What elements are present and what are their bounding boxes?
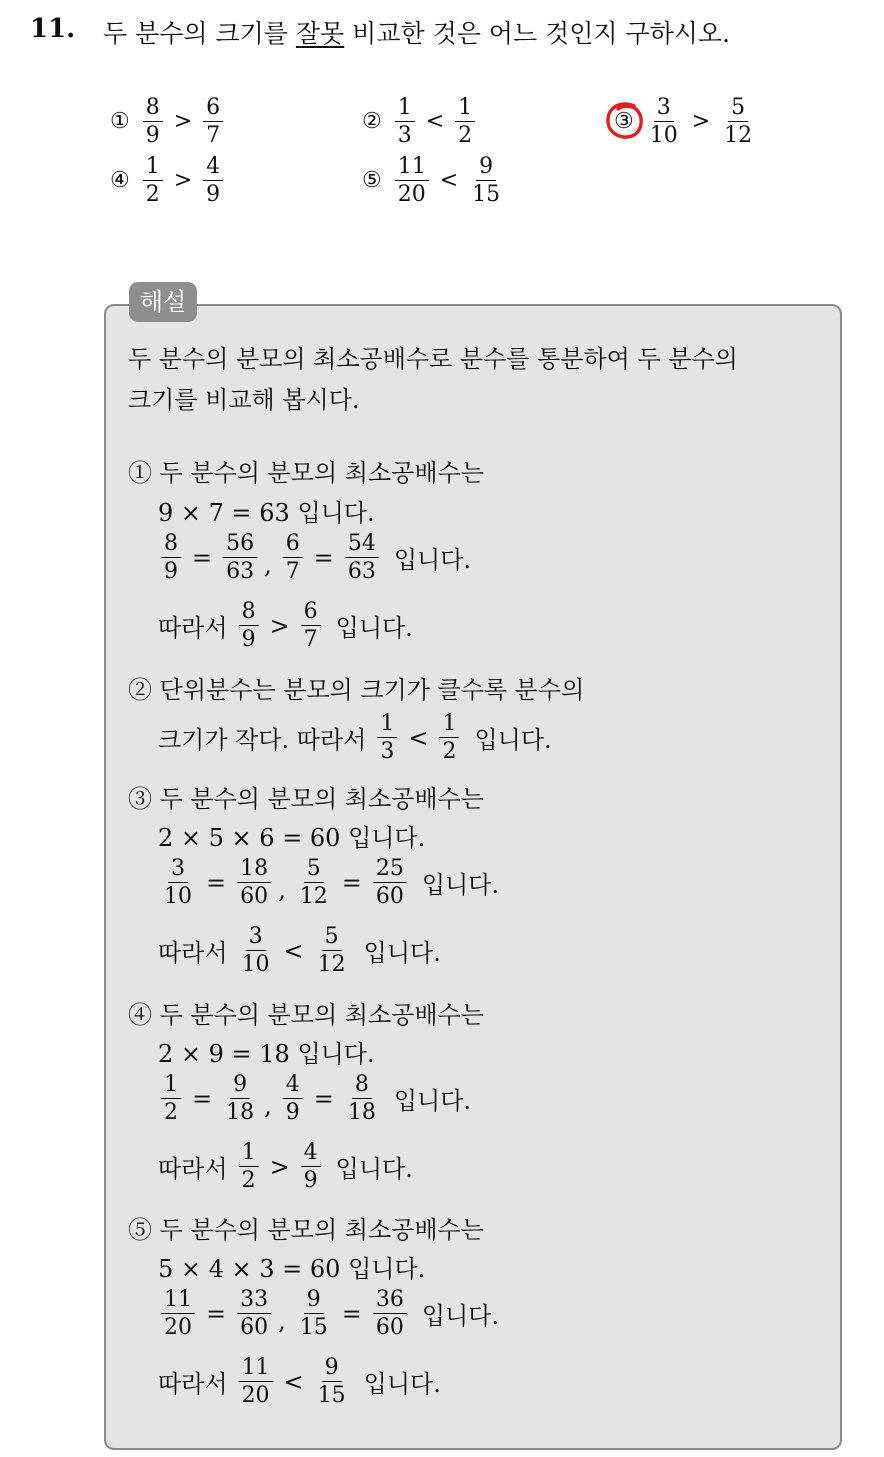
- numerator: 1: [455, 96, 475, 122]
- prefix-text: 따라서: [158, 1370, 228, 1399]
- equals-sign: =: [206, 1299, 227, 1328]
- numerator: 8: [239, 600, 259, 626]
- denominator: 63: [226, 559, 255, 585]
- prefix-text: 따라서: [158, 939, 228, 968]
- numerator: 8: [143, 96, 163, 122]
- denominator: 9: [285, 1100, 300, 1126]
- numerator: 1: [439, 712, 459, 738]
- prefix-text: 따라서: [158, 614, 228, 643]
- case-3-equation: [158, 857, 499, 908]
- numerator: 9: [304, 1288, 324, 1314]
- numerator: 4: [301, 1141, 321, 1167]
- fraction: [377, 712, 397, 763]
- fraction: [237, 1288, 271, 1339]
- denominator: 2: [164, 1100, 178, 1126]
- numerator: 8: [352, 1073, 372, 1099]
- fraction: [301, 1141, 321, 1192]
- denominator: 9: [164, 559, 178, 585]
- denominator: 60: [240, 1315, 269, 1341]
- fraction: [373, 1288, 407, 1339]
- fraction: [469, 155, 503, 206]
- fraction: [143, 96, 163, 147]
- numerator: 1: [377, 712, 397, 738]
- comparison-operator: <: [425, 109, 445, 135]
- comparison-operator: <: [283, 936, 304, 965]
- suffix-text: 입니다.: [363, 939, 441, 968]
- choice-number: ①: [110, 109, 130, 135]
- equals-sign: =: [206, 868, 227, 897]
- comma: ,: [278, 1306, 286, 1335]
- case-3-conclusion: [158, 925, 441, 976]
- fraction: [395, 155, 429, 206]
- numerator: 18: [237, 857, 271, 883]
- choice-number: ③: [614, 109, 634, 135]
- fraction: [223, 532, 257, 583]
- denominator: 60: [240, 884, 269, 910]
- denominator: 60: [375, 884, 404, 910]
- question-text-before: 두 분수의 크기를: [103, 19, 296, 48]
- denominator: 9: [145, 123, 160, 149]
- fraction: [223, 1073, 257, 1124]
- equals-sign: =: [313, 543, 334, 572]
- numerator: 11: [161, 1288, 195, 1314]
- fraction: [283, 532, 303, 583]
- case-5-equation: [158, 1288, 499, 1339]
- fraction: [161, 532, 181, 583]
- denominator: 7: [303, 627, 318, 653]
- denominator: 3: [380, 739, 395, 765]
- suffix-text: 입니다.: [393, 546, 472, 575]
- denominator: 7: [206, 123, 221, 149]
- case-4-title: ④ 두 분수의 분모의 최소공배수는: [128, 1001, 484, 1029]
- numerator: 56: [223, 532, 257, 558]
- numerator: 3: [246, 925, 266, 951]
- numerator: 6: [203, 96, 223, 122]
- case-4-conclusion: [158, 1141, 413, 1192]
- fraction: [345, 532, 379, 583]
- suffix-text: 입니다.: [335, 614, 413, 643]
- comma: ,: [264, 550, 272, 579]
- numerator: 9: [230, 1073, 250, 1099]
- case-4-lcm: 2 × 9 = 18 입니다.: [158, 1040, 375, 1068]
- fraction: [315, 1356, 349, 1407]
- suffix-text: 입니다.: [335, 1155, 413, 1184]
- question-number: 11.: [30, 14, 76, 44]
- numerator: 11: [395, 155, 429, 181]
- solution-intro-line1: 두 분수의 분모의 최소공배수로 분수를 통분하여 두 분수의: [128, 345, 738, 373]
- fraction: [203, 96, 223, 147]
- case-1-lcm: 9 × 7 = 63 입니다.: [158, 499, 375, 527]
- denominator: 9: [206, 182, 221, 208]
- fraction: [239, 600, 259, 651]
- denominator: 2: [458, 123, 473, 149]
- equals-sign: =: [341, 868, 362, 897]
- case-4-equation: [158, 1073, 471, 1124]
- fraction: [721, 96, 755, 147]
- choice-2[interactable]: [362, 96, 478, 147]
- case-5-conclusion: [158, 1356, 441, 1407]
- numerator: 9: [476, 155, 496, 181]
- numerator: 1: [161, 1073, 181, 1099]
- denominator: 9: [241, 627, 256, 653]
- denominator: 18: [226, 1100, 255, 1126]
- comma: ,: [264, 1091, 272, 1120]
- fraction: [239, 1141, 259, 1192]
- numerator: 25: [373, 857, 407, 883]
- fraction: [297, 1288, 331, 1339]
- numerator: 5: [322, 925, 342, 951]
- case-3-lcm: 2 × 5 × 6 = 60 입니다.: [158, 824, 426, 852]
- question-text-underlined: 잘못: [295, 19, 345, 48]
- comparison-operator: >: [173, 168, 193, 194]
- denominator: 63: [347, 559, 376, 585]
- equals-sign: =: [341, 1299, 362, 1328]
- choice-number: ⑤: [362, 168, 382, 194]
- denominator: 12: [299, 884, 328, 910]
- numerator: 5: [304, 857, 324, 883]
- numerator: 6: [301, 600, 321, 626]
- case-2-title: ② 단위분수는 분모의 크기가 클수록 분수의: [128, 676, 585, 704]
- denominator: 2: [145, 182, 160, 208]
- denominator: 2: [442, 739, 457, 765]
- equals-sign: =: [313, 1084, 334, 1113]
- fraction: [647, 96, 681, 147]
- case-2-conclusion: [158, 712, 552, 763]
- numerator: 3: [654, 96, 674, 122]
- numerator: 5: [728, 96, 748, 122]
- choice-4[interactable]: [110, 155, 226, 206]
- denominator: 20: [241, 1383, 270, 1409]
- denominator: 3: [397, 123, 412, 149]
- denominator: 15: [472, 182, 501, 208]
- numerator: 1: [143, 155, 163, 181]
- case-3-title: ③ 두 분수의 분모의 최소공배수는: [128, 785, 484, 813]
- numerator: 36: [373, 1288, 407, 1314]
- fraction: [161, 1288, 195, 1339]
- choice-1[interactable]: [110, 96, 226, 147]
- fraction: [373, 857, 407, 908]
- fraction: [439, 712, 459, 763]
- fraction: [301, 600, 321, 651]
- denominator: 18: [347, 1100, 376, 1126]
- denominator: 10: [164, 884, 192, 910]
- case-5-lcm: 5 × 4 × 3 = 60 입니다.: [158, 1255, 426, 1283]
- denominator: 15: [299, 1315, 328, 1341]
- comparison-operator: <: [283, 1367, 304, 1396]
- suffix-text: 입니다.: [474, 726, 552, 755]
- fraction: [161, 857, 195, 908]
- equals-sign: =: [192, 1084, 213, 1113]
- fraction: [315, 925, 349, 976]
- choice-5[interactable]: [362, 155, 506, 206]
- fraction: [161, 1073, 181, 1124]
- numerator: 11: [239, 1356, 273, 1382]
- denominator: 7: [285, 559, 300, 585]
- suffix-text: 입니다.: [421, 871, 500, 900]
- denominator: 60: [375, 1315, 404, 1341]
- numerator: 1: [239, 1141, 259, 1167]
- case-1-title: ① 두 분수의 분모의 최소공배수는: [128, 459, 484, 487]
- numerator: 8: [161, 532, 181, 558]
- fraction: [239, 925, 273, 976]
- case-1-equation: [158, 532, 471, 583]
- choice-number: ④: [110, 168, 130, 194]
- numerator: 33: [237, 1288, 271, 1314]
- comparison-operator: <: [439, 168, 459, 194]
- fraction: [237, 857, 271, 908]
- solution-intro-line2: 크기를 비교해 봅시다.: [128, 386, 360, 414]
- numerator: 6: [283, 532, 303, 558]
- case-1-conclusion: [158, 600, 413, 651]
- denominator: 9: [303, 1168, 318, 1194]
- fraction: [143, 155, 163, 206]
- solution-tag: 해설: [129, 282, 197, 322]
- denominator: 20: [397, 182, 426, 208]
- equals-sign: =: [192, 543, 213, 572]
- suffix-text: 입니다.: [363, 1370, 441, 1399]
- comparison-operator: >: [269, 1152, 290, 1181]
- denominator: 10: [649, 123, 678, 149]
- fraction: [239, 1356, 273, 1407]
- suffix-text: 입니다.: [393, 1087, 472, 1116]
- denominator: 12: [317, 952, 346, 978]
- fraction: [345, 1073, 379, 1124]
- prefix-text: 따라서: [158, 1155, 228, 1184]
- denominator: 15: [317, 1383, 346, 1409]
- fraction: [455, 96, 475, 147]
- comparison-operator: >: [269, 611, 290, 640]
- numerator: 1: [395, 96, 415, 122]
- comparison-operator: >: [173, 109, 193, 135]
- case-5-title: ⑤ 두 분수의 분모의 최소공배수는: [128, 1216, 484, 1244]
- numerator: 4: [283, 1073, 303, 1099]
- numerator: 54: [345, 532, 379, 558]
- numerator: 4: [203, 155, 223, 181]
- prefix-text: 크기가 작다. 따라서: [158, 726, 367, 755]
- fraction: [203, 155, 223, 206]
- denominator: 12: [724, 123, 753, 149]
- fraction: [297, 857, 331, 908]
- suffix-text: 입니다.: [421, 1302, 500, 1331]
- denominator: 2: [241, 1168, 256, 1194]
- fraction: [395, 96, 415, 147]
- denominator: 20: [164, 1315, 192, 1341]
- fraction: [283, 1073, 303, 1124]
- comparison-operator: <: [408, 723, 429, 752]
- numerator: 9: [322, 1356, 342, 1382]
- question-text: [103, 14, 730, 50]
- denominator: 10: [241, 952, 270, 978]
- comma: ,: [278, 875, 286, 904]
- question-text-after: 비교한 것은 어느 것인지 구하시오.: [344, 19, 731, 48]
- answer-circle-icon: [604, 100, 646, 142]
- choice-number: ②: [362, 109, 382, 135]
- comparison-operator: >: [691, 109, 711, 135]
- numerator: 3: [168, 857, 188, 883]
